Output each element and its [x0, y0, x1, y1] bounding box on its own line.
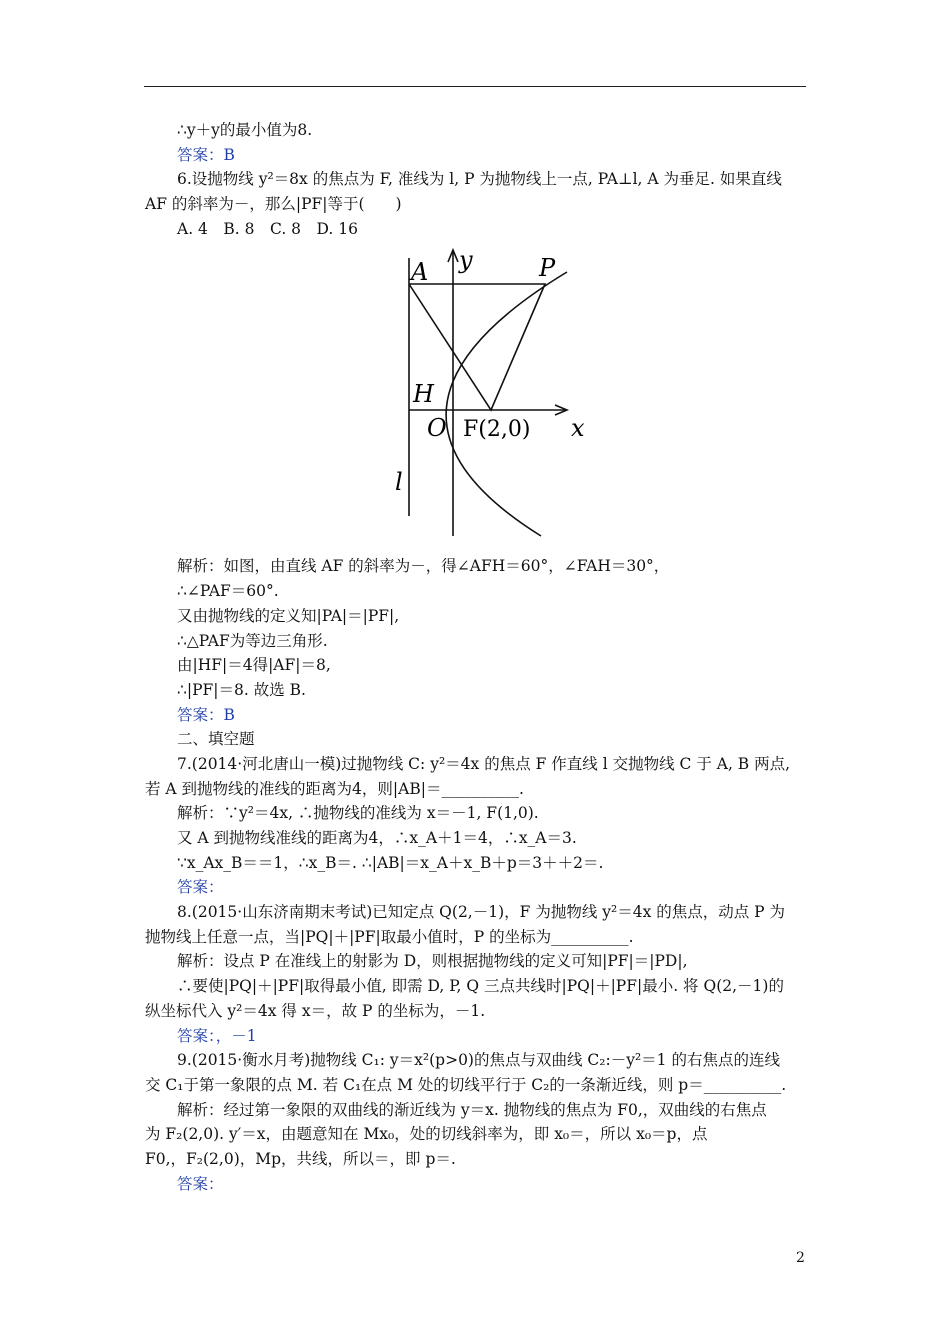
solution-line: ∴|PF|＝8. 故选 B.	[177, 680, 306, 699]
section-heading: 二、填空题	[177, 730, 255, 749]
solution-line: 又 A 到抛物线准线的距离为4，∴x_A＋1＝4，∴x_A＝3.	[177, 829, 577, 847]
solution-line: 又由抛物线的定义知|PA|＝|PF|,	[177, 606, 400, 625]
label-F: F(2,0)	[463, 417, 531, 443]
question-6: 6.设抛物线 y²＝8x 的焦点为 F, 准线为 l, P 为抛物线上一点, PA⊥l, A 为垂足. 如果直线	[177, 170, 782, 189]
parabola-diagram	[389, 246, 589, 546]
question-9: 9.(2015·衡水月考)抛物线 C₁: y＝x²(p>0)的焦点与双曲线 C₂:－y²＝1 的右焦点的连线	[177, 1051, 780, 1070]
solution-line: 纵坐标代入 y²＝4x 得 x＝，故 P 的坐标为，－1.	[145, 1001, 486, 1020]
answer-label: 答案：，－1	[177, 1026, 257, 1045]
header-rule	[144, 86, 806, 87]
label-P: P	[539, 254, 556, 283]
solution-line: 解析：设点 P 在准线上的射影为 D，则根据抛物线的定义可知|PF|＝|PD|,	[177, 952, 688, 971]
solution-line: ∴∠PAF＝60°.	[177, 582, 279, 601]
label-l: l	[395, 468, 403, 497]
question-7-cont: 若 A 到抛物线的准线的距离为4，则|AB|＝__________.	[145, 779, 524, 798]
solution-line: 为 F₂(2,0). y′＝x，由题意知在 Mx₀，处的切线斜率为，即 x₀＝，所以 x₀＝p，点	[145, 1125, 708, 1144]
answer-label: 答案：B	[177, 705, 235, 724]
parabola-figure	[145, 246, 807, 550]
solution-line: ∴△PAF为等边三角形.	[177, 631, 328, 650]
label-y: y	[459, 246, 473, 275]
label-A: A	[411, 258, 429, 287]
solution-line: F0,，F₂(2,0)，Mp，共线，所以＝，即 p＝.	[145, 1149, 456, 1168]
parabola-curve	[446, 272, 567, 536]
text-line: ∴y＋y的最小值为8.	[177, 121, 313, 139]
answer-label: 答案：B	[177, 145, 235, 164]
label-O: O	[427, 414, 447, 443]
label-H: H	[413, 380, 434, 409]
question-6-options: A. 4 B. 8 C. 8 D. 16	[177, 219, 358, 238]
page-content	[145, 118, 807, 1196]
question-6-cont: AF 的斜率为－，那么|PF|等于( )	[145, 195, 402, 214]
solution-line: ∴要使|PQ|＋|PF|取得最小值, 即需 D, P, Q 三点共线时|PQ|＋|PF|最小. 将 Q(2,－1)的	[177, 977, 784, 996]
page-number: 2	[796, 1250, 805, 1266]
solution-line: 解析：经过第一象限的双曲线的渐近线为 y＝x. 抛物线的焦点为 F0,，双曲线的右焦点	[177, 1100, 767, 1119]
question-7: 7.(2014·河北唐山一模)过抛物线 C: y²＝4x 的焦点 F 作直线 l 交抛物线 C 于 A, B 两点,	[177, 754, 791, 773]
solution-line: ∵x_Ax_B＝＝1，∴x_B＝. ∴|AB|＝x_A＋x_B＋p＝3＋＋2＝.	[177, 853, 604, 872]
answer-label: 答案：	[177, 878, 224, 897]
question-8: 8.(2015·山东济南期末考试)已知定点 Q(2,－1)，F 为抛物线 y²＝4x 的焦点，动点 P 为	[177, 903, 786, 922]
question-8-cont: 抛物线上任意一点，当|PQ|＋|PF|取最小值时，P 的坐标为__________.	[145, 927, 634, 946]
solution-line: 由|HF|＝4得|AF|＝8,	[177, 656, 331, 675]
solution-line: 解析：∵y²＝4x, ∴抛物线的准线为 x＝－1, F(1,0).	[177, 804, 539, 823]
solution-line: 解析：如图，由直线 AF 的斜率为－，得∠AFH＝60°，∠FAH＝30°，	[177, 557, 670, 576]
question-9-cont: 交 C₁于第一象限的点 M. 若 C₁在点 M 处的切线平行于 C₂的一条渐近线，则 p＝__________.	[145, 1075, 787, 1094]
label-x: x	[571, 414, 585, 443]
answer-label: 答案：	[177, 1174, 224, 1193]
